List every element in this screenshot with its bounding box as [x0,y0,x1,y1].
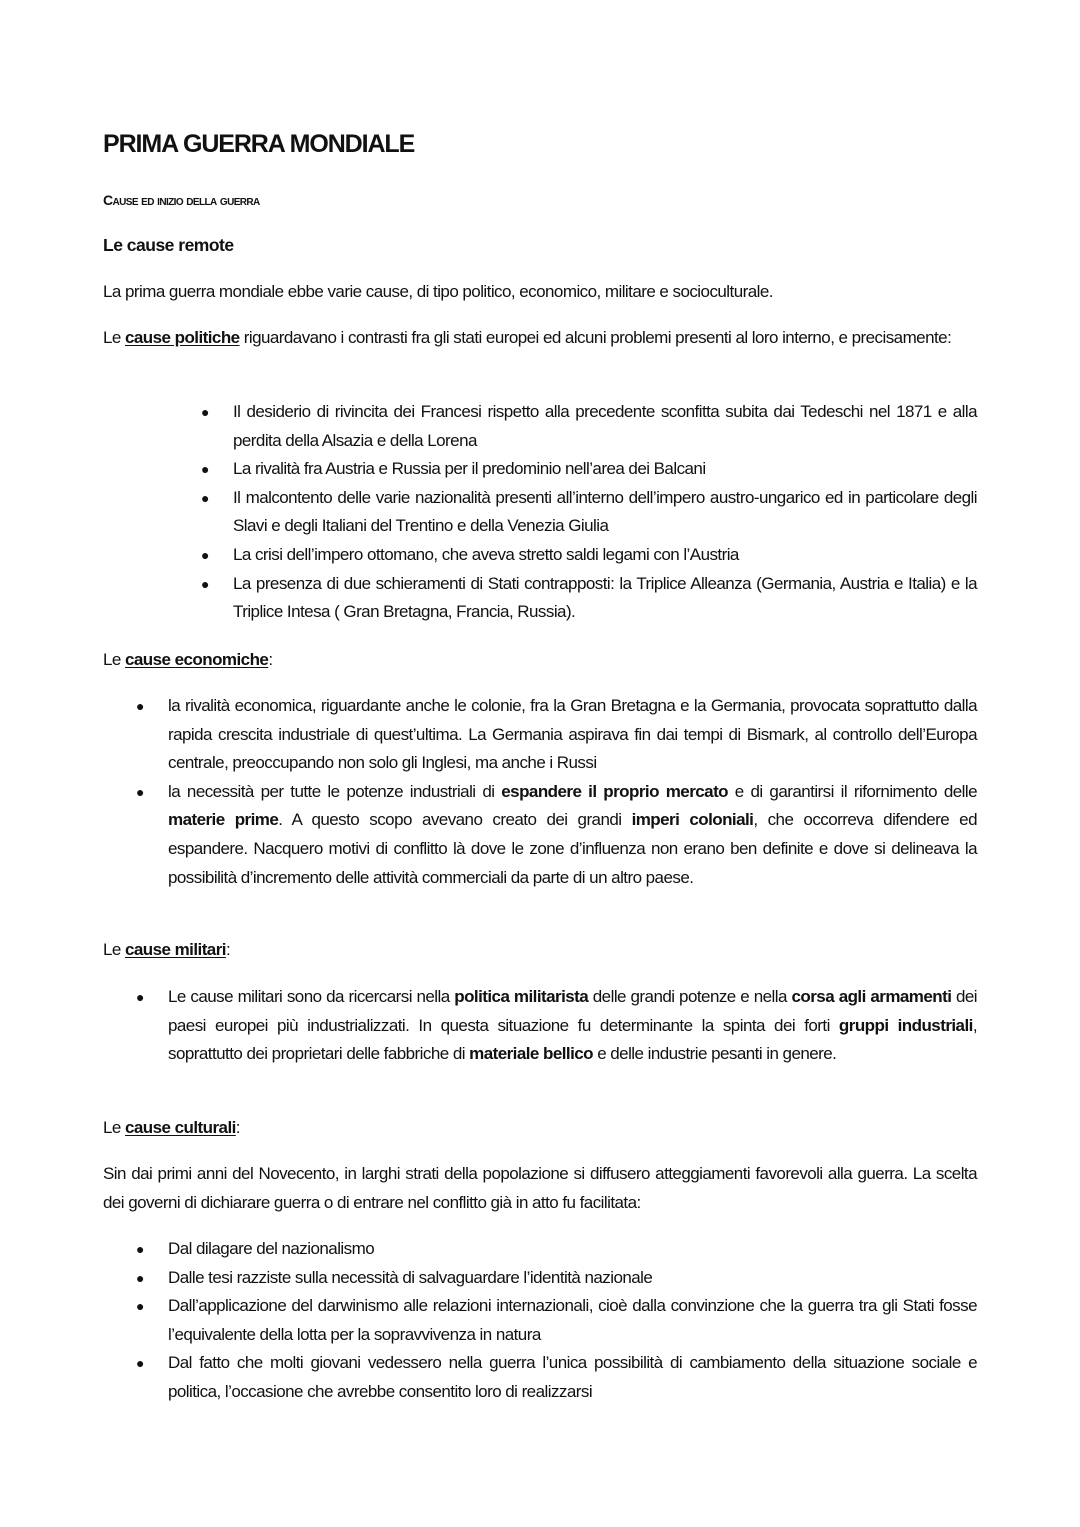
text: Le [103,1118,125,1137]
cultural-causes-keyword: cause culturali [124,1118,236,1137]
bullet-icon: ● [136,698,144,714]
bullet-icon: ● [201,404,209,420]
list-item [201,570,977,627]
text: e di garantirsi il rifornimento delle [728,781,977,801]
document-title: PRIMA GUERRA MONDIALE [103,130,415,158]
bullet-icon: ● [136,989,144,1005]
list-item [136,1292,977,1349]
text: la necessità per tutte le potenze industriali di [168,781,502,801]
bullet-icon: ● [136,783,144,800]
text: : [225,940,231,959]
list-item-text: Il malcontento delle varie nazionalità presenti all’interno dell’impero austro-ungarico ed in particolare degli Slavi e degli Italiani del Trentino e della Venezia Giulia [233,487,977,536]
text: . A questo scopo avevano creato dei grandi [278,810,632,830]
military-causes-list [136,983,978,1069]
bold-text: espandere il proprio mercato [501,781,729,801]
bullet-icon: ● [136,1355,144,1372]
bullet-icon: ● [136,1241,144,1257]
political-causes-list [201,398,977,627]
text: delle grandi potenze e nella [588,987,792,1006]
list-item [136,692,977,778]
bullet-icon: ● [136,1269,144,1286]
list-item-text: Dal dilagare del nazionalismo [168,1239,375,1258]
bullet-icon: ● [201,575,209,592]
bold-text: imperi coloniali [631,810,754,830]
bold-text: materie prime [168,810,279,830]
bullet-icon: ● [201,489,209,506]
list-item [201,455,977,484]
text: dei paesi europei più industrializzati. In questa situazione fu determinante la spinta dei forti [168,987,978,1035]
list-item-text: Dall’applicazione del darwinismo alle relazioni internazionali, cioè dalla convinzione che la guerra tra gli Stati fosse l’equivalente della lotta per la sopravvivenza in natura [168,1296,977,1344]
list-item [201,541,977,570]
text: , che occorreva difendere ed espandere. Nacquero motivi di conflitto là dove le zone d’influenza non erano ben definite e dove si delineava la possibilità d’incremento delle attività commerciali da parte di un altro paese. [168,810,977,887]
list-item [136,1264,977,1293]
economic-causes-list [136,692,977,892]
text: : [268,650,273,669]
text: e delle industrie pesanti in genere. [593,1044,837,1064]
text: , soprattutto dei proprietari delle fabbriche di [168,1015,977,1064]
bold-text: politica militarista [454,987,589,1006]
list-item-text: la rivalità economica, riguardante anche le colonie, fra la Gran Bretagna e la Germania, provocata soprattutto dalla rapida crescita industriale di quest’ultima. La Germania aspirava fin dai tempi di Bismark, al controllo dell’Europa centrale, preoccupando non solo gli Inglesi, ma anche i Russi [168,696,977,773]
text: riguardavano i contrasti fra gli stati europei ed alcuni problemi presenti al loro interno, e precisamente: [239,328,952,347]
cultural-causes-heading [103,1114,977,1143]
list-item-text: La rivalità fra Austria e Russia per il predominio nell’area dei Balcani [233,459,706,479]
list-item-text: La crisi dell’impero ottomano, che aveva stretto saldi legami con l’Austria [233,544,739,564]
list-item [136,1235,977,1264]
economic-causes-heading [103,646,977,675]
text: : [235,1118,240,1137]
cultural-causes-list [136,1235,977,1407]
bullet-icon: ● [136,1298,144,1315]
text: Le [103,328,125,347]
cultural-causes-paragraph: Sin dai primi anni del Novecento, in larghi strati della popolazione si diffusero atteggiamenti favorevoli alla guerra. La scelta dei governi di dichiarare guerra o di entrare nel conflitto già in atto fu facilitata: [103,1164,977,1212]
list-item-text: La presenza di due schieramenti di Stati contrapposti: la Triplice Alleanza (Germania, Austria e Italia) e la Triplice Intesa ( Gran Bretagna, Francia, Russia). [233,573,977,622]
text: Le [103,650,125,669]
list-item [136,983,978,1069]
list-item [136,778,977,892]
list-item-text: Dal fatto che molti giovani vedessero nella guerra l’unica possibilità di cambiamento della situazione sociale e politica, l’occasione che avrebbe consentito loro di realizzarsi [168,1353,977,1401]
subsection-title: Le cause remote [103,235,234,255]
political-causes-paragraph [103,324,977,353]
military-causes-keyword: cause militari [124,940,226,959]
bullet-icon: ● [201,461,209,478]
intro-paragraph: La prima guerra mondiale ebbe varie cause, di tipo politico, economico, militare e socioculturale. [103,282,773,301]
list-item [201,398,977,455]
text: Le [103,940,125,959]
text: Le cause militari sono da ricercarsi nella [168,987,455,1006]
list-item [136,1349,977,1406]
bold-text: materiale bellico [469,1044,594,1064]
bold-text: gruppi industriali [838,1015,973,1035]
political-causes-keyword: cause politiche [124,328,240,347]
bullet-icon: ● [201,546,209,563]
list-item [201,484,977,541]
bold-text: corsa agli armamenti [791,987,952,1006]
list-item-text: Il desiderio di rivincita dei Francesi rispetto alla precedente sconfitta subita dai Tedeschi nel 1871 e alla perdita della Alsazia e della Lorena [233,402,977,450]
section-title: Cause ed inizio della guerra [103,192,260,208]
economic-causes-keyword: cause economiche [124,650,269,669]
military-causes-heading [103,936,977,965]
list-item-text: Dalle tesi razziste sulla necessità di salvaguardare l’identità nazionale [168,1267,653,1287]
